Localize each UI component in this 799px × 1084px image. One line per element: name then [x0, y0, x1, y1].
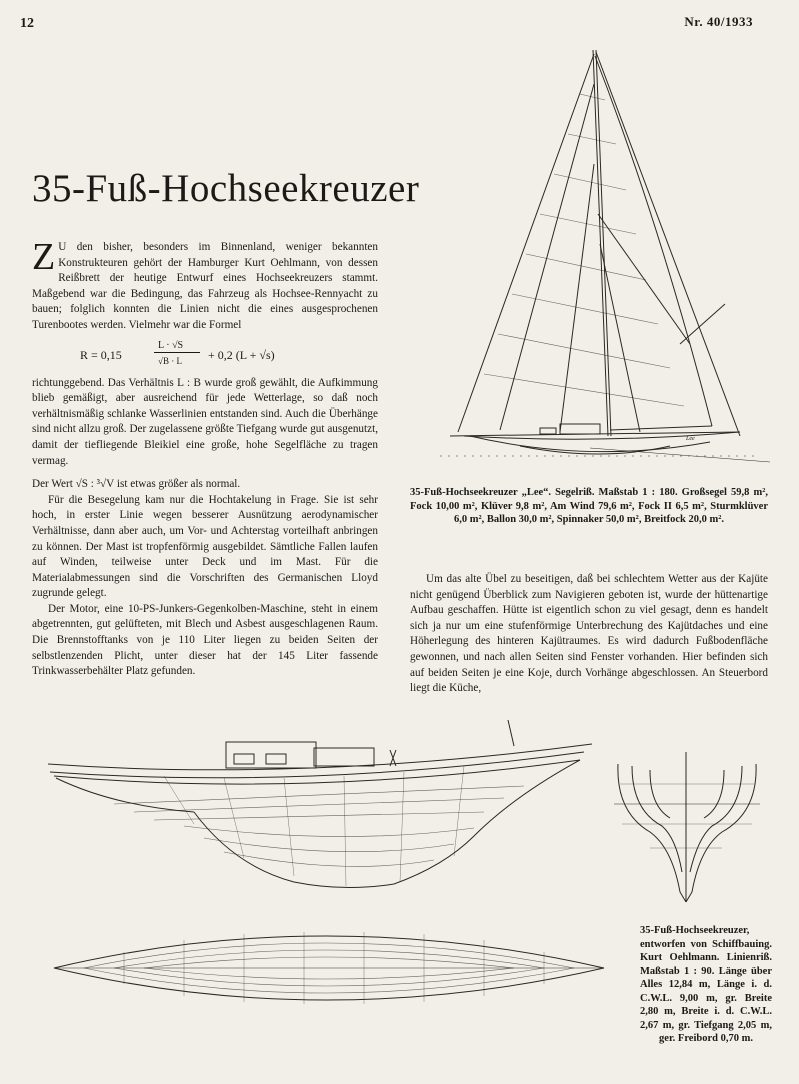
paragraph-cabin: Um das alte Übel zu beseitigen, daß bei schlechtem Wetter aus der Kajüte nicht genügend Überblick zum Navigieren geboten ist, wurde der hüttenartige Aufbau geschaffen. Hütte ist eigentlich schon zu viel gesagt, denn es handelt sich ja nur um eine stufenförmige Unterbrechung des Kajütdaches und eine Höherlegung des hinteren Kajütraumes. Es wird dadurch Fußbodenfläche gewonnen, und nach allen Seiten sind Fenster vorhanden. Hier befinden sich auf beiden Seiten je eine Koje, durch Vorhänge abgeschlossen. An Steuerbord liegt die Küche,: [410, 573, 768, 695]
paragraph-ratio: richtunggebend. Das Verhältnis L : B wurde groß gewählt, die Aufkimmung blieb gemäßigt, aber ausreichend für jede Wetterlage, so daß noch verhältnismäßig schlanke Wasserlinien entstanden sind. Auch die Überhänge sind nicht allzu groß. Der zugelassene größte Tiefgang wurde gut ausgenutzt, damit der tiefliegende Bleikiel eine große, hohe Segelfläche zu tragen vermag.: [32, 376, 378, 467]
lines-plan-body-sections: [610, 752, 778, 912]
page-number: 12: [20, 16, 34, 31]
formula: [32, 340, 378, 370]
sail-plan-drawing: [440, 44, 780, 484]
lines-plan-profile: [44, 716, 604, 906]
formula-denominator: √B · L: [158, 355, 182, 366]
sail-mark-label: Lee: [686, 436, 695, 442]
lines-plan-half-breadth: [44, 912, 624, 1032]
formula-rhs: + 0,2 (L + √s): [208, 347, 275, 362]
paragraph-motor: Der Motor, eine 10-PS-Junkers-Gegenkolben-Maschine, steht in einem abgetrennten, gut gelüfteten, mit Blech und Asbest ausgeschlagenen Raum. Die Brennstofftanks von je 110 Liter liegen zu beiden Seiten der selbstlenzenden Plicht, unter dieser hat der 145 Liter fassende Trinkwasserbehälter Platz gefunden.: [32, 602, 378, 678]
article-column-right: [410, 572, 768, 697]
sail-plan-caption: 35-Fuß-Hochseekreuzer „Lee“. Segelriß. Maßstab 1 : 180. Großsegel 59,8 m², Fock 10,00 m², Klüver 9,8 m², Am Wind 79,6 m², Fock II 6,5 m², Sturmklüver 6,0 m², Ballon 30,0 m², Spinnaker 50,0 m², Breitfock 20,0 m².: [410, 487, 768, 525]
paragraph-value: Der Wert √S : ³√V ist etwas größer als normal.: [32, 478, 241, 491]
article-title: 35-Fuß-Hochseekreuzer: [32, 167, 420, 210]
intro-text: U den bisher, besonders im Binnenland, weniger bekannten Konstrukteuren gehört der Hamburger Kurt Oehlmann, von dessen Reißbrett der heutige Entwurf eines Hochseekreuzers stammt. Maßgebend war die Bedingung, das Fahrzeug als Hochsee-Rennyacht zu bauen; folglich konnten die Linien nicht die eines ausgesprochenen Turenbootes werden. Vielmehr war die Formel: [32, 241, 378, 331]
fraction-bar: [154, 352, 200, 353]
article-column-left: [32, 236, 378, 680]
issue-number: Nr. 40/1933: [684, 14, 753, 29]
paragraph-rigging: Für die Besegelung kam nur die Hochtakelung in Frage. Sie ist sehr hoch, in erster Linie wegen besserer Ausnützung aerodynamischer Verhältnisse, dann aber auch, um Vor- und Achterstag vorteilhaft anbringen zu können. Der Mast ist tropfenförmig ausgebildet. Sämtliche Fallen laufen auf Winden, teilweise unter Deck und im Mast. Für die Materialabmessungen sind die Vorschriften des Germanischen Lloyd zugrunde gelegt.: [32, 493, 378, 600]
intro-paragraph: [32, 236, 378, 334]
drop-cap: Z: [32, 236, 56, 278]
lines-plan-caption: 35-Fuß-Hochseekreuzer, entworfen von Schiffbauing. Kurt Oehlmann. Linienriß. Maßstab 1 : 90. Länge über Alles 12,84 m, Länge i. d. C.W.L. 9,00 m, gr. Breite 2,80 m, Breite i. d. C.W.L. 2,67 m, gr. Tiefgang 2,05 m, ger. Freibord 0,70 m.: [640, 925, 772, 1044]
formula-numerator: L · √S: [158, 339, 184, 351]
formula-lhs: R = 0,15: [80, 347, 122, 362]
